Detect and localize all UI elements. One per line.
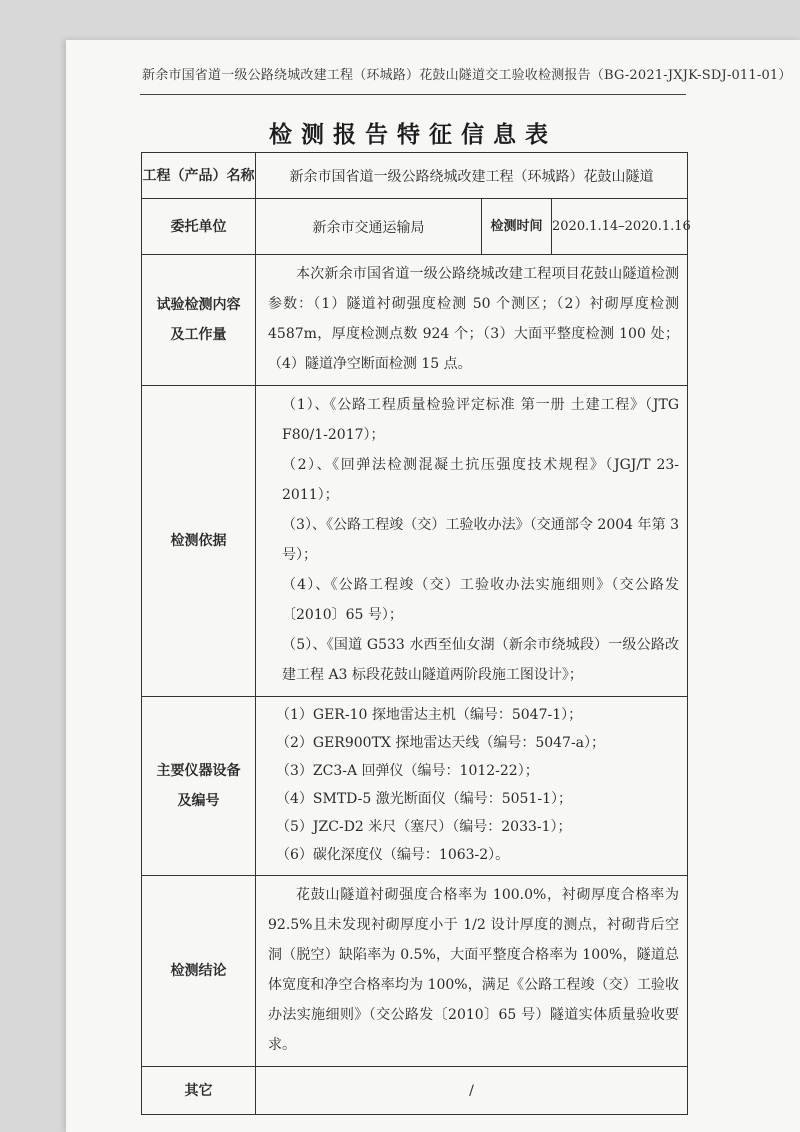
scope-label — [142, 255, 256, 386]
row-project — [142, 153, 688, 199]
basis-cell — [256, 386, 688, 697]
basis-label: 检测依据 — [142, 386, 256, 697]
equipment-cell — [256, 697, 688, 876]
equipment-item: （3）ZC3-A 回弹仪（编号：1012-22）； — [276, 763, 539, 779]
conclusion-label: 检测结论 — [142, 876, 256, 1067]
basis-item: （2）、《回弹法检测混凝土抗压强度技术规程》（JGJ/T 23-2011）； — [282, 457, 680, 503]
equipment-item: （5）JZC-D2 米尺（塞尺）（编号：2033-1）； — [276, 819, 572, 835]
row-scope — [142, 255, 688, 386]
header-rule — [140, 94, 686, 95]
equipment-label-line1: 主要仪器设备 — [156, 763, 241, 779]
test-time-label: 检测时间 — [482, 199, 552, 255]
conclusion-text: 花鼓山隧道衬砌强度合格率为 100.0%，衬砌厚度合格率为 92.5%且未发现衬砌厚度小于 1/2 设计厚度的测点，衬砌背后空洞（脱空）缺陷率为 0.5%，大面平整度合格率为 100%，隧道总体宽度和净空合格率均为 100%，满足《公路工程竣（交）工验收办法实施细则》（交公路发〔2010〕65 号）隧道实体质量验收要求。 — [268, 887, 680, 1053]
project-label: 工程（产品）名称 — [142, 153, 256, 199]
running-header: 新余市国省道一级公路绕城改建工程（环城路）花鼓山隧道交工验收检测报告（BG-2021-JXJK-SDJ-011-01） — [142, 68, 792, 83]
other-label: 其它 — [142, 1067, 256, 1115]
client-value: 新余市交通运输局 — [256, 199, 482, 255]
equipment-list — [256, 697, 687, 875]
test-time-value: 2020.1.14–2020.1.16 — [552, 199, 688, 255]
basis-item: （3）、《公路工程竣（交）工验收办法》（交通部令 2004 年第 3 号）； — [282, 517, 680, 563]
scope-label-line2: 及工作量 — [170, 327, 227, 343]
equipment-item: （1）GER-10 探地雷达主机（编号：5047-1）； — [276, 707, 583, 723]
basis-item: （5）、《国道 G533 水西至仙女湖（新余市绕城段）一级公路改建工程 A3 标段花鼓山隧道两阶段施工图设计》； — [282, 637, 680, 683]
row-equipment — [142, 697, 688, 876]
info-table — [141, 152, 691, 1115]
scope-text: 本次新余市国省道一级公路绕城改建工程项目花鼓山隧道检测参数：（1）隧道衬砌强度检测 50 个测区；（2）衬砌厚度检测 4587m，厚度检测点数 924 个；（3）大面平整度检测 100 处；（4）隧道净空断面检测 15 点。 — [268, 266, 680, 372]
basis-list — [256, 386, 687, 696]
scope-label-line1: 试验检测内容 — [156, 297, 241, 313]
row-basis — [142, 386, 688, 697]
row-other — [142, 1067, 688, 1115]
scope-cell — [256, 255, 688, 386]
equipment-item: （6）碳化深度仪（编号：1063-2）。 — [276, 847, 510, 863]
row-conclusion — [142, 876, 688, 1067]
project-value: 新余市国省道一级公路绕城改建工程（环城路）花鼓山隧道 — [256, 153, 688, 199]
basis-item: （1）、《公路工程质量检验评定标准 第一册 土建工程》（JTG F80/1-2017）； — [282, 397, 680, 443]
row-client — [142, 199, 688, 255]
equipment-label-line2: 及编号 — [177, 793, 220, 809]
equipment-item: （4）SMTD-5 激光断面仪（编号：5051-1）； — [276, 791, 573, 807]
equipment-item: （2）GER900TX 探地雷达天线（编号：5047-a）； — [276, 735, 606, 751]
conclusion-cell — [256, 876, 688, 1067]
basis-item: （4）、《公路工程竣（交）工验收办法实施细则》（交公路发〔2010〕65 号）； — [282, 577, 680, 623]
equipment-label — [142, 697, 256, 876]
other-value: / — [256, 1067, 688, 1115]
client-label: 委托单位 — [142, 199, 256, 255]
document-title: 检测报告特征信息表 — [269, 121, 557, 148]
